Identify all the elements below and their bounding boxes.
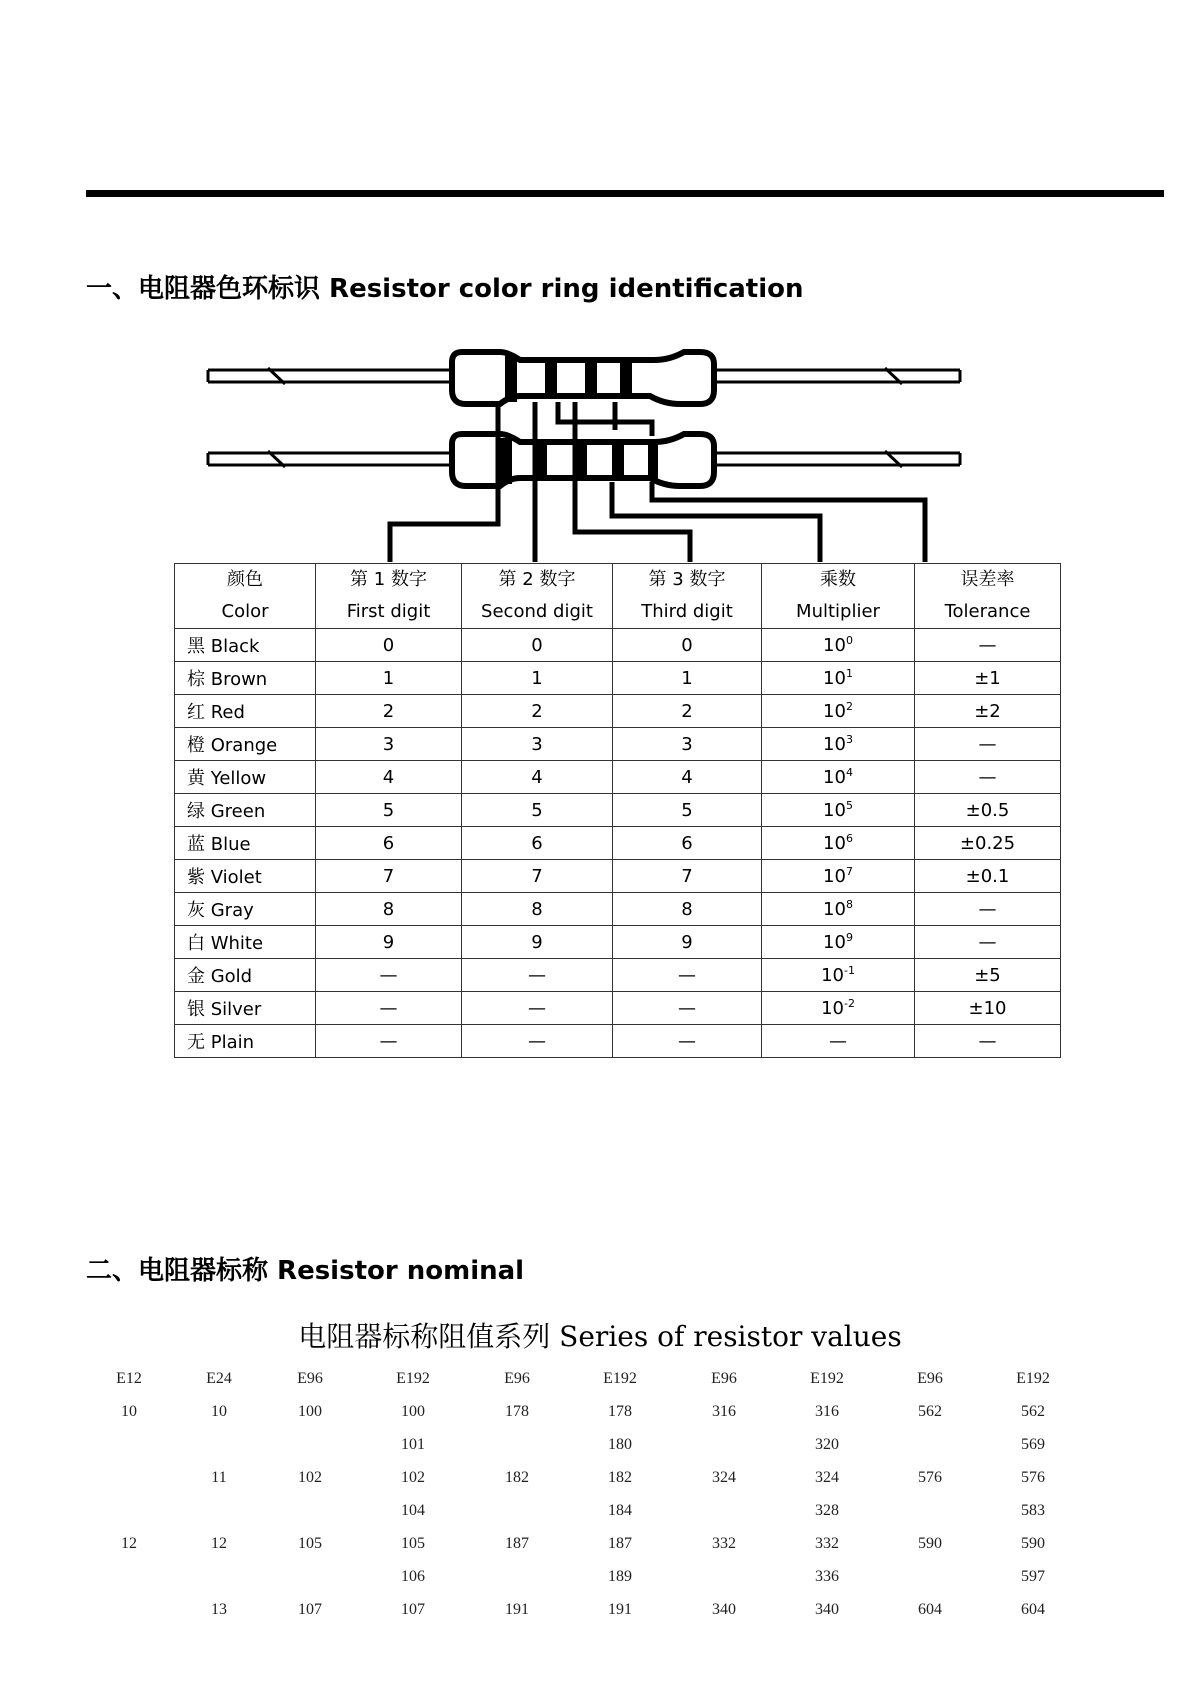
series-value-cell: 324 [815,1469,839,1486]
third-digit-cell: 1 [613,662,762,695]
color-table-body [175,629,1061,1058]
multiplier-exponent: 4 [845,766,853,779]
multiplier-cell [762,959,915,992]
multiplier-cell [762,860,915,893]
series-value-cell: 180 [608,1436,632,1453]
series-header-cell: E192 [1016,1370,1050,1387]
series-value-cell: 328 [815,1502,839,1519]
third-digit-cell: 3 [613,728,762,761]
series-value-cell: 105 [401,1535,425,1552]
tolerance-cell: — [915,926,1061,959]
tolerance-cell: ±1 [915,662,1061,695]
leader-third-digit [575,402,690,562]
multiplier-base: 10 [821,998,844,1019]
upper-band-3 [585,360,597,398]
series-value-cell: 340 [712,1601,736,1618]
multiplier-exponent: 2 [845,700,853,713]
series-value-cell: 100 [401,1403,425,1420]
series-value-cell: 106 [401,1568,425,1585]
multiplier-exponent: 5 [845,799,853,812]
first-digit-cell: 0 [316,629,462,662]
color-name-cell: 蓝 Blue [175,827,316,860]
second-digit-cell: 8 [462,893,613,926]
leader-tolerance [652,482,925,562]
series-header-cell: E24 [206,1370,232,1387]
series-value-cell: 340 [815,1601,839,1618]
color-table-row [175,827,1061,860]
series-header-row [0,1370,1200,1403]
series-row [0,1535,1200,1568]
second-digit-cell: 0 [462,629,613,662]
header-color-en: Color [221,601,269,622]
third-digit-cell: — [613,959,762,992]
series-value-cell: 187 [608,1535,632,1552]
second-digit-cell: 4 [462,761,613,794]
header-second-digit-en: Second digit [481,601,593,622]
color-name-cell: 黑 Black [175,629,316,662]
series-value-cell: 178 [505,1403,529,1420]
third-digit-cell: 6 [613,827,762,860]
color-name-cell: 红 Red [175,695,316,728]
header-second-digit-zh: 第 2 数字 [498,569,576,590]
tolerance-cell: — [915,1025,1061,1058]
multiplier-exponent: 6 [845,832,853,845]
lower-band-4 [612,442,624,480]
upper-band-1 [505,356,517,402]
section-2-heading: 二、电阻器标称 Resistor nominal [86,1256,525,1286]
header-tolerance-zh: 误差率 [960,569,1015,590]
color-name-cell: 棕 Brown [175,662,316,695]
multiplier-base: 10 [823,701,846,722]
third-digit-cell: 2 [613,695,762,728]
series-value-cell: 576 [918,1469,942,1486]
header-second-digit [462,564,613,629]
series-row [0,1568,1200,1601]
first-digit-cell: 9 [316,926,462,959]
series-row [0,1502,1200,1535]
tolerance-cell: ±0.25 [915,827,1061,860]
series-value-cell: 184 [608,1502,632,1519]
second-digit-cell: — [462,959,613,992]
tolerance-cell: — [915,629,1061,662]
second-digit-cell: 7 [462,860,613,893]
multiplier-exponent: -2 [843,997,855,1010]
multiplier-cell [762,893,915,926]
series-value-cell: 187 [505,1535,529,1552]
header-multiplier [762,564,915,629]
series-row [0,1403,1200,1436]
series-value-cell: 182 [608,1469,632,1486]
lower-band-5 [648,442,658,480]
header-third-digit-en: Third digit [641,601,733,622]
series-value-cell: 191 [608,1601,632,1618]
color-table-row [175,695,1061,728]
upper-right-lead [716,370,960,382]
color-name-cell: 紫 Violet [175,860,316,893]
third-digit-cell: 9 [613,926,762,959]
first-digit-cell: 6 [316,827,462,860]
series-value-cell: 597 [1021,1568,1045,1585]
upper-resistor-body [452,352,714,404]
header-multiplier-zh: 乘数 [820,569,856,590]
color-name-cell: 灰 Gray [175,893,316,926]
series-value-cell: 191 [505,1601,529,1618]
multiplier-exponent: -1 [843,964,855,977]
series-header-cell: E192 [810,1370,844,1387]
multiplier-exponent: 1 [845,667,853,680]
header-third-digit-zh: 第 3 数字 [648,569,726,590]
tolerance-cell: ±10 [915,992,1061,1025]
series-value-cell: 332 [712,1535,736,1552]
second-digit-cell: — [462,992,613,1025]
series-value-cell: 324 [712,1469,736,1486]
series-title: 电阻器标称阻值系列 Series of resistor values [298,1320,902,1353]
multiplier-base: 10 [821,965,844,986]
lower-band-1 [500,438,512,484]
header-tolerance-en: Tolerance [944,601,1031,622]
multiplier-exponent: 3 [845,733,853,746]
series-header-cell: E192 [603,1370,637,1387]
second-digit-cell: 9 [462,926,613,959]
series-value-cell: 189 [608,1568,632,1585]
color-name-cell: 橙 Orange [175,728,316,761]
color-name-cell: 金 Gold [175,959,316,992]
tolerance-cell: — [915,728,1061,761]
series-value-cell: 10 [121,1403,137,1420]
lower-left-lead [208,453,452,465]
first-digit-cell: — [316,992,462,1025]
top-rule [86,190,1164,197]
series-value-cell: 182 [505,1469,529,1486]
color-table-row [175,629,1061,662]
series-value-cell: 590 [918,1535,942,1552]
multiplier-cell [762,926,915,959]
multiplier-base: 10 [823,932,846,953]
upper-left-lead [208,370,452,382]
first-digit-cell: — [316,1025,462,1058]
multiplier-cell [762,827,915,860]
header-multiplier-en: Multiplier [796,601,880,622]
series-header-cell: E96 [297,1370,323,1387]
tolerance-cell: ±0.1 [915,860,1061,893]
multiplier-base: 10 [823,734,846,755]
color-table-row [175,926,1061,959]
series-value-cell: 105 [298,1535,322,1552]
tolerance-cell: ±0.5 [915,794,1061,827]
multiplier-cell [762,728,915,761]
resistor-diagram [0,330,1200,562]
first-digit-cell: 5 [316,794,462,827]
multiplier-cell [762,992,915,1025]
multiplier-base: 10 [823,635,846,656]
series-value-cell: 569 [1021,1436,1045,1453]
color-table-row [175,860,1061,893]
series-row [0,1436,1200,1469]
multiplier-exponent: 8 [845,898,853,911]
multiplier-cell [762,1025,915,1058]
multiplier-cell [762,695,915,728]
third-digit-cell: — [613,1025,762,1058]
series-header-cell: E96 [917,1370,943,1387]
color-table-row [175,662,1061,695]
second-digit-cell: 3 [462,728,613,761]
series-value-cell: 12 [211,1535,227,1552]
third-digit-cell: 0 [613,629,762,662]
series-value-cell: 178 [608,1403,632,1420]
series-value-cell: 316 [815,1403,839,1420]
multiplier-cell [762,761,915,794]
series-header-cell: E96 [504,1370,530,1387]
multiplier-base: — [829,1031,847,1052]
multiplier-cell [762,662,915,695]
series-row [0,1469,1200,1502]
header-first-digit-zh: 第 1 数字 [350,569,427,590]
tolerance-cell: ±5 [915,959,1061,992]
series-value-cell: 102 [401,1469,425,1486]
second-digit-cell: 2 [462,695,613,728]
multiplier-exponent: 9 [845,931,853,944]
multiplier-base: 10 [823,899,846,920]
resistor-series-table [0,1370,1200,1634]
multiplier-cell [762,794,915,827]
series-value-cell: 604 [1021,1601,1045,1618]
series-value-cell: 13 [211,1601,227,1618]
color-table-row [175,728,1061,761]
second-digit-cell: — [462,1025,613,1058]
header-first-digit [316,564,462,629]
color-table-row [175,959,1061,992]
series-value-cell: 562 [1021,1403,1045,1420]
third-digit-cell: 7 [613,860,762,893]
multiplier-base: 10 [823,767,846,788]
header-first-digit-en: First digit [346,601,431,622]
third-digit-cell: 5 [613,794,762,827]
series-header-cell: E12 [116,1370,142,1387]
first-digit-cell: 7 [316,860,462,893]
multiplier-base: 10 [823,833,846,854]
upper-band-4 [620,360,632,398]
multiplier-cell [762,629,915,662]
first-digit-cell: 8 [316,893,462,926]
first-digit-cell: 2 [316,695,462,728]
series-value-cell: 12 [121,1535,137,1552]
color-name-cell: 黄 Yellow [175,761,316,794]
second-digit-cell: 5 [462,794,613,827]
color-table-row [175,893,1061,926]
color-name-cell: 银 Silver [175,992,316,1025]
series-value-cell: 576 [1021,1469,1045,1486]
color-code-table [174,563,1061,1058]
third-digit-cell: 4 [613,761,762,794]
color-table-row [175,992,1061,1025]
color-table-row [175,1025,1061,1058]
series-header-cell: E192 [396,1370,430,1387]
second-digit-cell: 6 [462,827,613,860]
header-third-digit [613,564,762,629]
tolerance-cell: ±2 [915,695,1061,728]
third-digit-cell: — [613,992,762,1025]
third-digit-cell: 8 [613,893,762,926]
multiplier-base: 10 [823,800,846,821]
series-value-cell: 10 [211,1403,227,1420]
upper-band-2 [545,360,557,398]
lower-right-lead [716,453,960,465]
series-value-cell: 562 [918,1403,942,1420]
color-table-row [175,761,1061,794]
series-header-cell: E96 [711,1370,737,1387]
color-name-cell: 白 White [175,926,316,959]
series-value-cell: 316 [712,1403,736,1420]
series-value-cell: 11 [211,1469,227,1486]
series-value-cell: 101 [401,1436,425,1453]
header-color [175,564,316,629]
series-value-cell: 332 [815,1535,839,1552]
color-name-cell: 绿 Green [175,794,316,827]
series-value-cell: 336 [815,1568,839,1585]
series-value-cell: 583 [1021,1502,1045,1519]
color-table-header-row [175,564,1061,629]
first-digit-cell: — [316,959,462,992]
series-value-cell: 604 [918,1601,942,1618]
series-row [0,1601,1200,1634]
header-tolerance [915,564,1061,629]
first-digit-cell: 3 [316,728,462,761]
multiplier-base: 10 [823,866,846,887]
series-value-cell: 107 [298,1601,322,1618]
series-value-cell: 104 [401,1502,425,1519]
series-value-cell: 100 [298,1403,322,1420]
tolerance-cell: — [915,893,1061,926]
series-value-cell: 107 [401,1601,425,1618]
series-value-cell: 590 [1021,1535,1045,1552]
first-digit-cell: 1 [316,662,462,695]
first-digit-cell: 4 [316,761,462,794]
second-digit-cell: 1 [462,662,613,695]
multiplier-exponent: 7 [845,865,853,878]
series-value-cell: 102 [298,1469,322,1486]
multiplier-exponent: 0 [845,634,853,647]
color-table-row [175,794,1061,827]
color-name-cell: 无 Plain [175,1025,316,1058]
multiplier-base: 10 [823,668,846,689]
series-value-cell: 320 [815,1436,839,1453]
tolerance-cell: — [915,761,1061,794]
section-1-heading: 一、电阻器色环标识 Resistor color ring identification [86,274,804,304]
header-color-zh: 颜色 [227,569,263,590]
